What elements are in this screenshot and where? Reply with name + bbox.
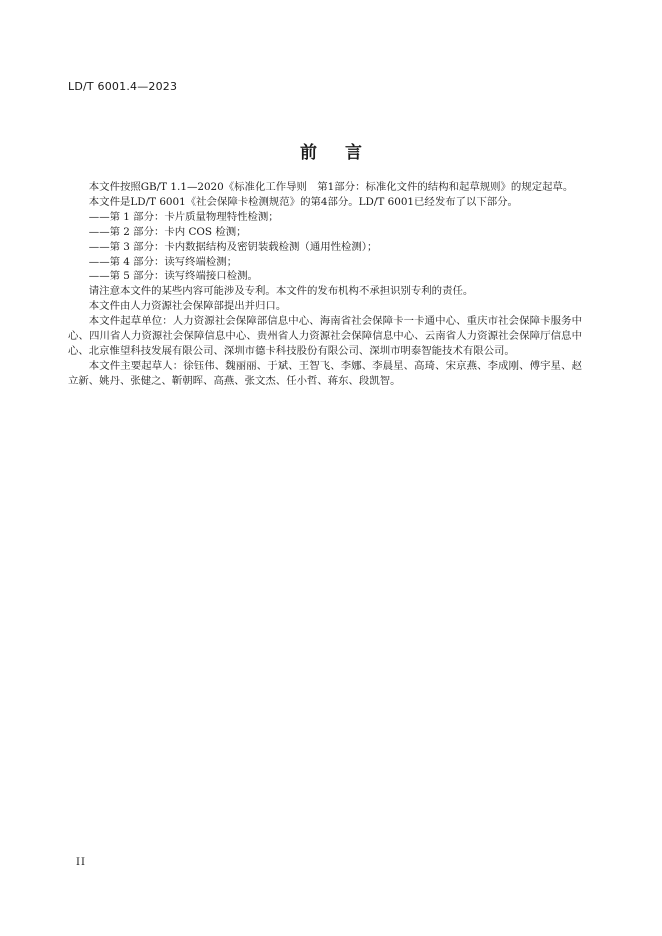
document-code: LD/T 6001.4—2023: [68, 80, 178, 93]
list-item-part-1: ——第 1 部分：卡片质量物理特性检测；: [88, 210, 279, 223]
foreword-body: [68, 180, 582, 389]
list-item-part-5: ——第 5 部分：读写终端接口检测。: [88, 270, 258, 283]
paragraph-drafting-basis: 本文件按照GB/T 1.1—2020《标准化工作导则 第1部分：标准化文件的结构和起草规则》的规定起草。: [88, 181, 574, 193]
page-number: II: [76, 857, 86, 868]
page-title: 前言: [300, 143, 390, 163]
paragraph-drafting-units: 本文件起草单位：人力资源社会保障部信息中心、海南省社会保障卡一卡通中心、重庆市社会保障卡服务中心、四川省人力资源社会保障信息中心、贵州省人力资源社会保障信息中心、云南省人力资源社会保障厅信息中心、北京惟望科技发展有限公司、深圳市德卡科技股份有限公司、深圳市明泰智能技术有限公司。: [68, 315, 582, 357]
paragraph-drafters: 本文件主要起草人：徐钰伟、魏丽丽、于斌、王智飞、李娜、李晨星、高琦、宋京燕、李成刚、傅宇星、赵立新、姚丹、张健之、靳朝晖、高燕、张文杰、任小哲、蒋东、段凯智。: [68, 359, 582, 387]
list-item-part-3: ——第 3 部分：卡内数据结构及密钥装载检测（通用性检测）；: [88, 240, 378, 253]
paragraph-patent-notice: 请注意本文件的某些内容可能涉及专利。本文件的发布机构不承担识别专利的责任。: [88, 285, 474, 298]
list-item-part-4: ——第 4 部分：读写终端检测；: [88, 255, 238, 268]
list-item-part-2: ——第 2 部分：卡内 COS 检测；: [88, 225, 247, 238]
paragraph-series-intro: 本文件是LD/T 6001《社会保障卡检测规范》的第4部分。LD/T 6001已经发布了以下部分。: [88, 195, 518, 208]
paragraph-proposer: 本文件由人力资源社会保障部提出并归口。: [88, 300, 287, 313]
